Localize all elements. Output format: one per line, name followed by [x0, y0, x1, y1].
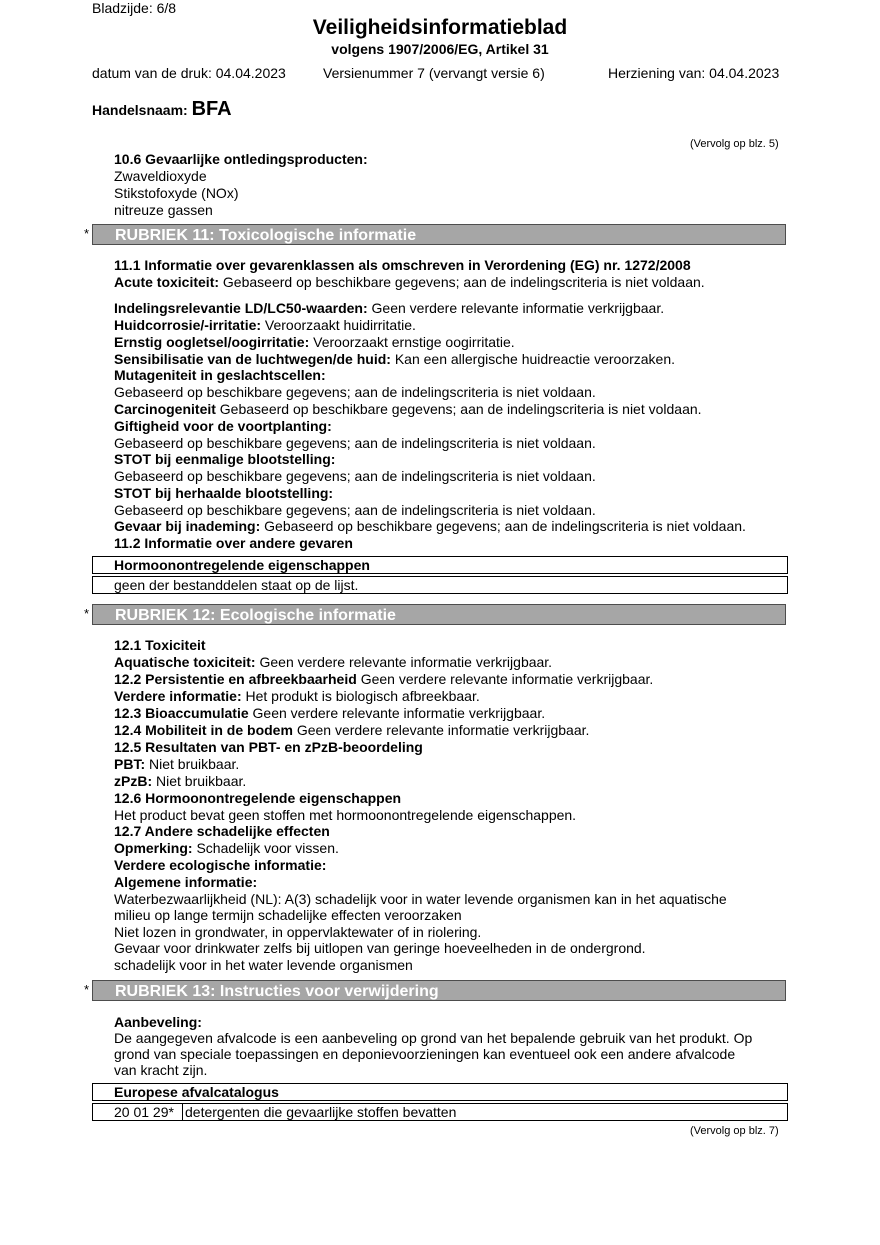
section-11-title: RUBRIEK 11: Toxicologische informatie: [92, 224, 786, 245]
general-info-line: Niet lozen in grondwater, in oppervlaktewater of in riolering.: [114, 924, 482, 940]
mutagenicity-label: Mutageniteit in geslachtscellen:: [114, 367, 326, 383]
s10-item: Stikstofoxyde (NOx): [114, 185, 239, 201]
remark: Opmerking: Schadelijk voor vissen.: [114, 840, 339, 856]
document-title: Veiligheidsinformatieblad: [312, 16, 568, 39]
s11-table-row: geen der bestanddelen staat op de lijst.: [92, 576, 788, 594]
trade-name-value: BFA: [191, 98, 232, 120]
trade-name: [92, 98, 232, 121]
endocrine-heading: 12.6 Hormoonontregelende eigenschappen: [114, 790, 402, 806]
s10-heading: 10.6 Gevaarlijke ontledingsproducten:: [114, 151, 368, 167]
s12-toxicity: 12.1 Toxiciteit: [114, 637, 206, 653]
s11-sub2: 11.2 Informatie over andere gevaren: [114, 535, 353, 551]
change-marker: *: [84, 982, 90, 997]
stot-single-text: Gebaseerd op beschikbare gegevens; aan de indelingscriteria is niet voldaan.: [114, 468, 596, 484]
recommendation-line: grond van speciale toepassingen en deponievoorzieningen kan eventueel ook een andere afvalcode: [114, 1046, 736, 1062]
general-info-line: Gevaar voor drinkwater zelfs bij uitlopen van geringe hoeveelheden in de ondergrond.: [114, 940, 646, 956]
mutagenicity-text: Gebaseerd op beschikbare gegevens; aan de indelingscriteria is niet voldaan.: [114, 384, 596, 400]
stot-repeated-text: Gebaseerd op beschikbare gegevens; aan de indelingscriteria is niet voldaan.: [114, 502, 596, 518]
waste-code: 20 01 29*: [93, 1104, 183, 1120]
recommendation-label: Aanbeveling:: [114, 1014, 202, 1030]
print-date: datum van de druk: 04.04.2023: [92, 65, 286, 81]
continued-to: (Vervolg op blz. 7): [690, 1125, 779, 1137]
change-marker: *: [84, 226, 90, 241]
s10-item: nitreuze gassen: [114, 202, 213, 218]
eco-info-label: Verdere ecologische informatie:: [114, 857, 327, 873]
aspiration-hazard: Gevaar bij inademing: Gebaseerd op beschikbare gegevens; aan de indelingscriteria is niet voldaan.: [114, 518, 746, 534]
recommendation-line: van kracht zijn.: [114, 1062, 208, 1078]
bioaccumulation: 12.3 Bioaccumulatie Geen verdere relevante informatie verkrijgbaar.: [114, 705, 546, 721]
section-12-title: RUBRIEK 12: Ecologische informatie: [92, 604, 786, 625]
document-subtitle: volgens 1907/2006/EG, Artikel 31: [331, 41, 549, 57]
zpzb: zPzB: Niet bruikbaar.: [114, 773, 247, 789]
general-info-line: schadelijk voor in het water levende organismen: [114, 957, 413, 973]
s11-sub1: 11.1 Informatie over gevarenklassen als omschreven in Verordening (EG) nr. 1272/2008: [114, 257, 691, 273]
skin-corrosion: Huidcorrosie/-irritatie: Veroorzaakt huidirritatie.: [114, 317, 416, 333]
general-info-label: Algemene informatie:: [114, 874, 258, 890]
other-effects-heading: 12.7 Andere schadelijke effecten: [114, 823, 330, 839]
general-info-line: milieu op lange termijn schadelijke effecten veroorzaken: [114, 907, 462, 923]
s10-item: Zwaveldioxyde: [114, 168, 207, 184]
acute-toxicity: Acute toxiciteit: Gebaseerd op beschikbare gegevens; aan de indelingscriteria is niet voldaan.: [114, 274, 705, 290]
trade-name-label: Handelsnaam:: [92, 102, 188, 118]
repro-label: Giftigheid voor de voortplanting:: [114, 418, 332, 434]
waste-catalogue-header: Europese afvalcatalogus: [92, 1083, 788, 1101]
stot-repeated-label: STOT bij herhaalde blootstelling:: [114, 485, 334, 501]
endocrine-text: Het product bevat geen stoffen met hormoonontregelende eigenschappen.: [114, 807, 577, 823]
revision-date: Herziening van: 04.04.2023: [608, 65, 780, 81]
sensitisation: Sensibilisatie van de luchtwegen/de huid: Kan een allergische huidreactie veroorzaken.: [114, 351, 676, 367]
waste-code-description: detergenten die gevaarlijke stoffen bevatten: [185, 1104, 457, 1120]
general-info-line: Waterbezwaarlijkheid (NL): A(3) schadelijk voor in water levende organismen kan in het aquatische: [114, 891, 727, 907]
eye-damage: Ernstig oogletsel/oogirritatie: Veroorzaakt ernstige oogirritatie.: [114, 334, 515, 350]
further-info: Verdere informatie: Het produkt is biologisch afbreekbaar.: [114, 688, 480, 704]
recommendation-line: De aangegeven afvalcode is een aanbeveling op grond van het bepalende gebruik van het produkt. Op: [114, 1030, 753, 1046]
carcinogenicity: Carcinogeniteit Gebaseerd op beschikbare gegevens; aan de indelingscriteria is niet voldaan.: [114, 401, 702, 417]
aquatic-toxicity: Aquatische toxiciteit: Geen verdere relevante informatie verkrijgbaar.: [114, 654, 553, 670]
pbt-heading: 12.5 Resultaten van PBT- en zPzB-beoordeling: [114, 739, 423, 755]
pbt: PBT: Niet bruikbaar.: [114, 756, 240, 772]
repro-text: Gebaseerd op beschikbare gegevens; aan de indelingscriteria is niet voldaan.: [114, 435, 596, 451]
ld-lc50: Indelingsrelevantie LD/LC50-waarden: Geen verdere relevante informatie verkrijgbaar.: [114, 300, 665, 316]
waste-code-row: [92, 1103, 788, 1121]
persistence: 12.2 Persistentie en afbreekbaarheid Geen verdere relevante informatie verkrijgbaar.: [114, 671, 654, 687]
soil-mobility: 12.4 Mobiliteit in de bodem Geen verdere relevante informatie verkrijgbaar.: [114, 722, 590, 738]
s11-table-header: Hormoonontregelende eigenschappen: [92, 556, 788, 574]
section-13-title: RUBRIEK 13: Instructies voor verwijdering: [92, 980, 786, 1001]
version-number: Versienummer 7 (vervangt versie 6): [323, 65, 545, 81]
change-marker: *: [84, 606, 90, 621]
page-number: Bladzijde: 6/8: [92, 0, 177, 16]
stot-single-label: STOT bij eenmalige blootstelling:: [114, 451, 336, 467]
continued-from: (Vervolg op blz. 5): [690, 138, 779, 150]
